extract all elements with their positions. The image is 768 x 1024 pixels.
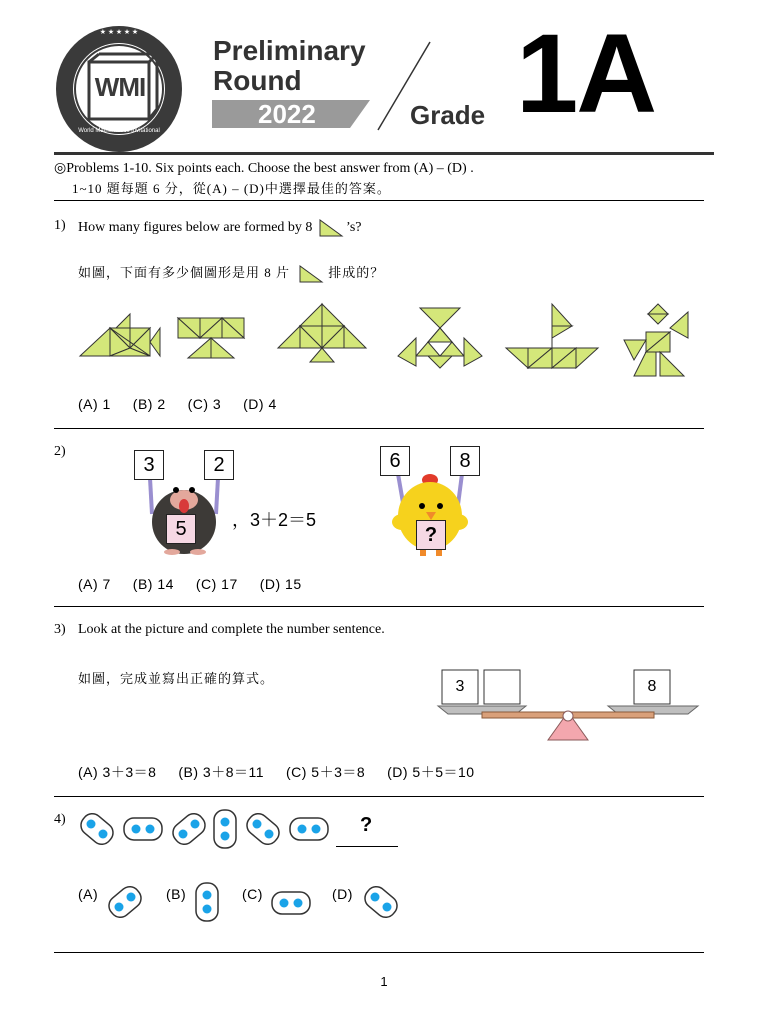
title-preliminary: Preliminary <box>213 35 366 66</box>
q2-number: 2) <box>54 444 66 459</box>
pan-left-value: 3 <box>455 678 465 695</box>
q1-text-zh <box>78 262 384 284</box>
svg-text:★ ★ ★ ★ ★: ★ ★ ★ ★ ★ <box>99 28 139 36</box>
grade-label: Grade <box>410 100 486 130</box>
q1-options: (A) 1 (B) 2 (C) 3 (D) 4 <box>78 396 277 412</box>
q3-number: 3) <box>54 622 66 637</box>
mole-card-b: 2 <box>204 450 234 480</box>
q4-answer-line <box>336 846 398 847</box>
tangram-figures <box>70 298 710 380</box>
tangram-robot <box>624 304 688 376</box>
q4-opt-b-domino <box>194 882 220 922</box>
divider <box>54 606 704 607</box>
instructions-zh: 1~10 題每題 6 分，從(A) – (D)中選擇最佳的答案。 <box>72 181 391 196</box>
wmi-logo <box>54 24 184 154</box>
q4-opt-c-domino <box>270 890 312 916</box>
q1-text-en-after: ’s? <box>345 220 362 236</box>
divider <box>54 796 704 797</box>
q3-text-en: Look at the picture and complete the number sentence. <box>78 622 385 637</box>
q4-opt-a-domino <box>104 882 146 922</box>
q2-equation: ，3＋2＝5 <box>232 510 317 530</box>
q3-options: (A) 3＋3＝8 (B) 3＋8＝11 (C) 5＋3＝8 (D) 5＋5＝10 <box>78 764 475 780</box>
q2-options: (A) 7 (B) 14 (C) 17 (D) 15 <box>78 576 302 592</box>
divider <box>54 200 704 201</box>
q3-text-zh: 如圖，完成並寫出正確的算式。 <box>78 671 275 686</box>
triangle-icon <box>298 264 324 284</box>
q4-blank: ? <box>360 814 373 836</box>
mole-card-result: 5 <box>166 514 196 544</box>
title-round: Round <box>213 65 302 96</box>
year-label: 2022 <box>258 99 316 129</box>
divider <box>54 428 704 429</box>
domino-sequence <box>78 808 338 852</box>
q1-text-zh-before: 如圖，下面有多少個圖形是用 8 片 <box>78 265 291 280</box>
q4-opt-a-label: (A) <box>78 886 99 902</box>
q1-number: 1) <box>54 218 66 233</box>
logo-letters: WMI <box>94 72 146 102</box>
q1-text-en <box>78 218 362 238</box>
page-number: 1 <box>380 974 388 989</box>
divider <box>54 952 704 953</box>
tangram-pyramid <box>278 304 366 362</box>
q4-opt-d-label: (D) <box>332 886 353 902</box>
pan-right-value: 8 <box>647 678 657 695</box>
header-rule <box>54 152 714 155</box>
triangle-icon <box>318 218 344 238</box>
chick-card-result: ? <box>416 520 446 550</box>
logo-ring-text: World Mathematics Invitational <box>78 128 160 134</box>
chick-card-b: 8 <box>450 446 480 476</box>
q4-opt-c-label: (C) <box>242 886 263 902</box>
instructions-en: ◎Problems 1-10. Six points each. Choose the best answer from (A) – (D) . <box>54 161 474 176</box>
tangram-fish <box>80 314 160 356</box>
tangram-figure-4 <box>398 308 482 368</box>
q4-opt-d-domino <box>360 882 402 922</box>
q4-opt-b-label: (B) <box>166 886 187 902</box>
tangram-boat <box>506 304 598 368</box>
mole-card-a: 3 <box>134 450 164 480</box>
tangram-table <box>178 318 244 358</box>
q1-text-en-before: How many figures below are formed by 8 <box>78 220 313 236</box>
q1-text-zh-after: 排成的？ <box>328 265 385 280</box>
grade-value: 1A <box>516 11 656 136</box>
q4-number: 4) <box>54 812 66 827</box>
chick-card-a: 6 <box>380 446 410 476</box>
